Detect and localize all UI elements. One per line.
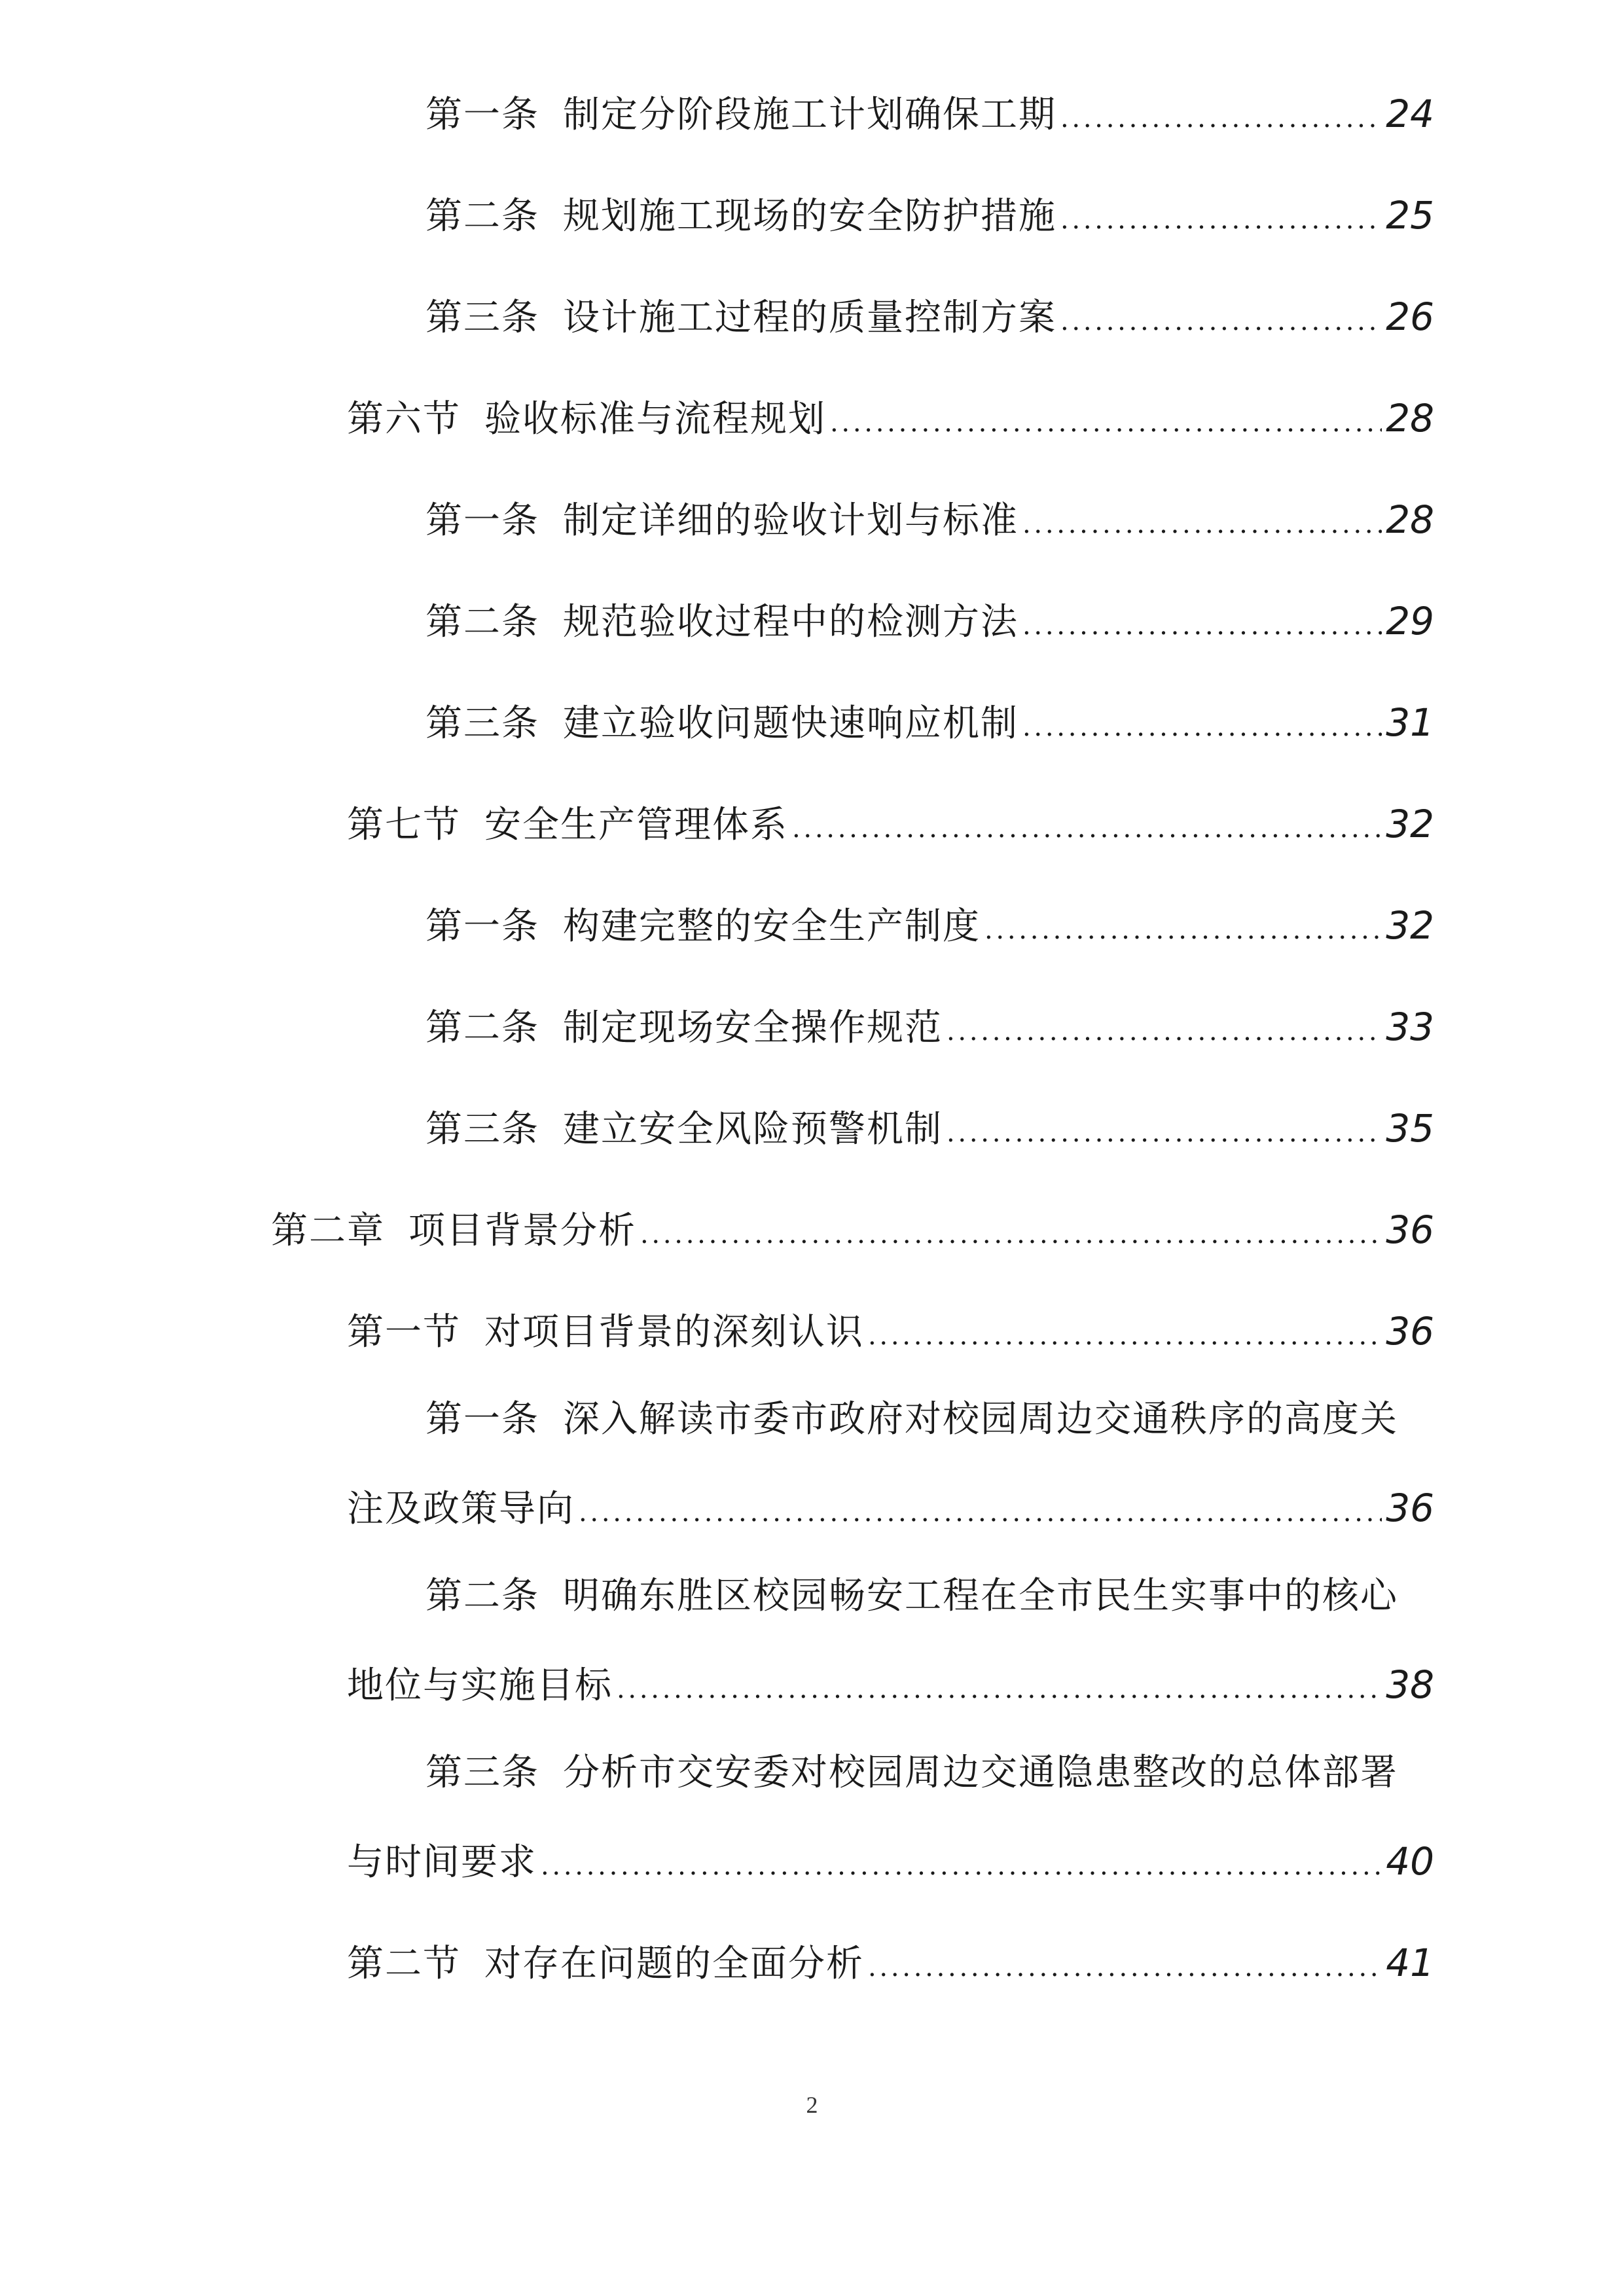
dot-leader — [947, 1105, 1382, 1158]
toc-entry[interactable] — [347, 1660, 1434, 1710]
toc-entry-page: 25 — [1386, 193, 1434, 238]
toc-entry[interactable] — [347, 1483, 1434, 1533]
toc-entry-title: 建立安全风险预警机制 — [563, 1108, 943, 1151]
toc-entry-number: 第三条 — [425, 1751, 539, 1794]
toc-entry-title: 设计施工过程的质量控制方案 — [563, 296, 1056, 339]
dot-leader — [640, 1206, 1382, 1259]
toc-entry-title-continued: 注及政策导向 — [347, 1488, 575, 1530]
toc-entry-page: 28 — [1386, 396, 1434, 440]
dot-leader — [1060, 293, 1382, 346]
toc-entry-number: 第一条 — [425, 905, 539, 948]
toc-entry-page: 31 — [1386, 700, 1434, 745]
toc-entry-title-continued: 地位与实施目标 — [347, 1664, 613, 1707]
toc-entry-number: 第三条 — [425, 1108, 539, 1151]
toc-entry[interactable] — [425, 190, 1434, 240]
toc-entry-page: 28 — [1386, 497, 1434, 542]
dot-leader — [541, 1838, 1382, 1891]
toc-entry-title-line1[interactable] — [425, 1748, 1398, 1798]
toc-entry-number: 第二条 — [425, 1575, 539, 1617]
toc-entry-title: 深入解读市委市政府对校园周边交通秩序的高度关 — [563, 1398, 1398, 1441]
toc-entry-page: 32 — [1386, 802, 1434, 846]
toc-entry-number: 第一条 — [425, 1398, 539, 1441]
toc-entry-page: 24 — [1386, 92, 1434, 136]
toc-entry-title: 分析市交安委对校园周边交通隐患整改的总体部署 — [563, 1751, 1398, 1794]
toc-entry[interactable] — [425, 292, 1434, 342]
toc-entry-number: 第三条 — [425, 296, 539, 339]
toc-entry-page: 26 — [1386, 295, 1434, 339]
toc-entry-page: 29 — [1386, 599, 1434, 643]
toc-entry[interactable] — [347, 1306, 1434, 1356]
toc-entry[interactable] — [347, 799, 1434, 849]
toc-entry-page: 40 — [1386, 1839, 1434, 1884]
toc-entry[interactable] — [425, 1103, 1434, 1153]
toc-entry[interactable] — [425, 596, 1434, 646]
toc-entry-title: 对存在问题的全面分析 — [484, 1943, 864, 1985]
toc-entry-title: 制定详细的验收计划与标准 — [563, 499, 1019, 542]
toc-entry[interactable] — [425, 495, 1434, 545]
toc-entry-number: 第七节 — [347, 804, 461, 846]
dot-leader — [1022, 699, 1382, 752]
toc-entry-chapter[interactable] — [271, 1205, 1434, 1255]
toc-entry-title-continued: 与时间要求 — [347, 1841, 537, 1884]
toc-entry-title-line1[interactable] — [425, 1395, 1398, 1444]
toc-entry[interactable] — [347, 1837, 1434, 1886]
toc-entry-title: 验收标准与流程规划 — [484, 398, 826, 440]
toc-entry-title: 规范验收过程中的检测方法 — [563, 601, 1019, 643]
toc-entry-page: 36 — [1386, 1208, 1434, 1252]
toc-entry-number: 第二条 — [425, 195, 539, 238]
toc-entry-title: 构建完整的安全生产制度 — [563, 905, 981, 948]
toc-entry-number: 第二节 — [347, 1943, 461, 1985]
dot-leader — [984, 902, 1382, 955]
dot-leader — [1060, 192, 1382, 245]
dot-leader — [1022, 598, 1382, 651]
toc-entry-number: 第一条 — [425, 94, 539, 136]
dot-leader — [868, 1308, 1382, 1361]
toc-entry-title: 项目背景分析 — [408, 1210, 636, 1252]
toc-entry-page: 36 — [1386, 1486, 1434, 1530]
toc-entry-page: 38 — [1386, 1662, 1434, 1707]
toc-entry-number: 第六节 — [347, 398, 461, 440]
toc-entry-number: 第一条 — [425, 499, 539, 542]
toc-entry-title-line1[interactable] — [425, 1571, 1398, 1621]
toc-entry-number: 第二条 — [425, 601, 539, 643]
toc-entry[interactable] — [347, 1938, 1434, 1988]
toc-entry[interactable] — [425, 89, 1434, 139]
dot-leader — [868, 1939, 1382, 1992]
toc-entry-number: 第三条 — [425, 702, 539, 745]
dot-leader — [617, 1661, 1382, 1714]
toc-entry-title: 明确东胜区校园畅安工程在全市民生实事中的核心 — [563, 1575, 1398, 1617]
dot-leader — [1022, 496, 1382, 549]
toc-entry[interactable] — [425, 698, 1434, 747]
toc-entry-page: 32 — [1386, 903, 1434, 948]
dot-leader — [830, 395, 1382, 448]
dot-leader — [947, 1003, 1382, 1056]
toc-entry-page: 33 — [1386, 1005, 1434, 1049]
dot-leader — [579, 1484, 1382, 1537]
toc-entry-page: 36 — [1386, 1309, 1434, 1354]
toc-entry-title: 对项目背景的深刻认识 — [484, 1311, 864, 1354]
toc-entry-number: 第二条 — [425, 1007, 539, 1049]
dot-leader — [1060, 90, 1382, 143]
toc-entry-title: 制定现场安全操作规范 — [563, 1007, 943, 1049]
toc-entry-title: 制定分阶段施工计划确保工期 — [563, 94, 1056, 136]
toc-entry-title: 规划施工现场的安全防护措施 — [563, 195, 1056, 238]
toc-entry-number: 第二章 — [271, 1210, 385, 1252]
dot-leader — [792, 800, 1382, 853]
toc-entry[interactable] — [425, 1002, 1434, 1052]
toc-entry-page: 41 — [1386, 1941, 1434, 1985]
toc-entry-title: 安全生产管理体系 — [484, 804, 788, 846]
toc-entry[interactable] — [347, 393, 1434, 443]
toc-entry[interactable] — [425, 901, 1434, 950]
toc-entry-title: 建立验收问题快速响应机制 — [563, 702, 1019, 745]
toc-entry-number: 第一节 — [347, 1311, 461, 1354]
toc-entry-page: 35 — [1386, 1106, 1434, 1151]
page-number: 2 — [806, 2092, 818, 2118]
